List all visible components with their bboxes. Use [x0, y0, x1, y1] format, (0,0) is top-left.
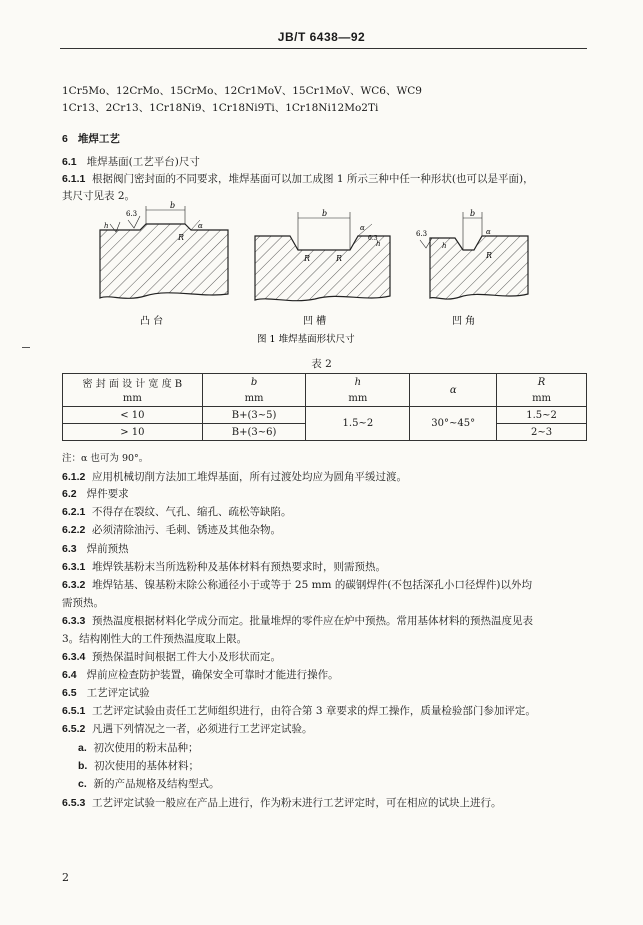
section-6-1-heading	[62, 155, 200, 169]
table-cell: > 10	[63, 424, 203, 441]
section-number: 6.3.4	[62, 651, 86, 663]
section-number: 6.5.2	[62, 723, 86, 735]
para-text: 工艺评定试验由责任工艺师组织进行，由符合第 3 章要求的焊工操作，质量检验部门参加评定。	[92, 705, 536, 717]
table-units-row	[63, 390, 587, 407]
groove-profile	[255, 209, 390, 301]
section-number: 6.3	[62, 543, 77, 555]
list-marker: b.	[78, 760, 88, 772]
para-6-2-2	[62, 523, 281, 537]
section-number: 6.5.1	[62, 705, 86, 717]
section-number: 6.2.2	[62, 524, 86, 536]
table-cell: B+(3~6)	[202, 424, 306, 441]
para-6-5-1	[62, 704, 536, 718]
figure-1-drawing	[60, 198, 590, 348]
list-text: 新的产品规格及结构型式。	[93, 778, 220, 790]
section-number: 6	[62, 133, 68, 145]
para-text: 必须清除油污、毛刺、锈迹及其他杂物。	[92, 524, 282, 536]
table-cell: 1.5~2	[497, 407, 587, 424]
fig-label-alpha: α	[360, 224, 365, 232]
section-number: 6.3.3	[62, 615, 86, 627]
section-title: 堆焊工艺	[77, 133, 120, 145]
para-text: 焊前应检查防护装置，确保安全可靠时才能进行操作。	[86, 669, 339, 681]
para-6-4	[62, 668, 339, 682]
page-number: 2	[62, 871, 69, 884]
para-text: 凡遇下列情况之一者，必须进行工艺评定试验。	[92, 723, 313, 735]
fig-label-r: R	[178, 233, 185, 242]
fig-label-alpha: α	[198, 222, 203, 230]
para-text: 堆焊钴基、镍基粉末除公称通径小于或等于 25 mm 的碳钢焊件(不包括深孔小口径焊件)以外均	[92, 579, 533, 591]
para-6-3-2-line1	[62, 578, 532, 592]
fig-label-h: h	[442, 242, 447, 250]
para-6-1-2	[62, 470, 407, 484]
para-text: 工艺评定试验一般应在产品上进行，作为粉末进行工艺评定时，可在相应的试块上进行。	[92, 797, 502, 809]
fig-label-r: R	[486, 251, 493, 260]
table-cell-merged: 30°~45°	[410, 407, 497, 441]
header-cell: α	[410, 374, 497, 407]
header-cell: b	[202, 374, 306, 391]
fig-label-r: R	[304, 254, 311, 263]
table-note: 注：α 也可为 90°。	[62, 453, 149, 464]
section-number: 6.1.2	[62, 471, 86, 483]
table-2-title: 表 2	[311, 358, 332, 370]
para-text: 预热温度根据材料化学成分而定。批量堆焊的零件应在炉中预热。常用基体材料的预热温度见表	[92, 615, 534, 627]
table-cell: B+(3~5)	[202, 407, 306, 424]
section-number: 6.5	[62, 687, 77, 699]
boss-profile	[100, 201, 228, 298]
caption-boss: 凸 台	[140, 316, 164, 327]
unit-cell: mm	[202, 390, 306, 407]
para-6-3-2-line2: 需预热。	[62, 597, 104, 609]
para-text: 根据阀门密封面的不同要求，堆焊基面可以加工成图 1 所示三种中任一种形状(也可以是平面)，	[92, 173, 534, 185]
fig-label-h: h	[104, 222, 109, 230]
standard-code-header: JB/T 6438—92	[277, 30, 366, 44]
roughness-label: 6.3	[368, 235, 378, 242]
section-number: 6.5.3	[62, 797, 86, 809]
para-6-5-2	[62, 722, 313, 736]
section-number: 6.4	[62, 669, 77, 681]
list-item	[78, 777, 219, 791]
list-marker: a.	[78, 742, 87, 754]
section-number: 6.3.2	[62, 579, 86, 591]
section-number: 6.2	[62, 488, 77, 500]
list-item	[78, 759, 199, 773]
section-title: 工艺评定试验	[86, 687, 150, 699]
section-6-5-heading	[62, 686, 150, 700]
caption-corner: 凹 角	[452, 316, 476, 327]
para-text: 不得存在裂纹、气孔、缩孔、疏松等缺陷。	[92, 506, 292, 518]
table-2	[62, 373, 587, 441]
fig-label-r: R	[336, 254, 343, 263]
unit-cell: mm	[306, 390, 410, 407]
para-6-3-4	[62, 650, 281, 664]
section-title: 焊前预热	[86, 543, 129, 555]
section-number: 6.1	[62, 156, 77, 168]
table-row	[63, 407, 587, 424]
fig-label-alpha: α	[486, 228, 491, 236]
section-title: 堆焊基面(工艺平台)尺寸	[86, 156, 200, 168]
list-text: 初次使用的粉末品种；	[93, 742, 199, 754]
fig-label-b: b	[322, 209, 328, 218]
para-6-1-1-line1	[62, 172, 534, 186]
header-cell: R	[497, 374, 587, 391]
corner-profile	[416, 209, 528, 299]
header-cell: 密 封 面 设 计 宽 度 B	[63, 374, 203, 391]
fig-label-b: b	[170, 201, 176, 210]
unit-cell: mm	[497, 390, 587, 407]
section-6-3-heading	[62, 542, 129, 556]
list-item	[78, 741, 198, 755]
table-header-row	[63, 374, 587, 391]
section-6-heading	[62, 132, 120, 146]
list-text: 初次使用的基体材料；	[94, 760, 200, 772]
section-number: 6.3.1	[62, 561, 86, 573]
para-text: 堆焊铁基粉末当所选粉种及基体材料有预热要求时，则需预热。	[92, 561, 387, 573]
table-cell-merged: 1.5~2	[306, 407, 410, 441]
figure-title: 图 1 堆焊基面形状尺寸	[257, 334, 355, 345]
para-6-3-3-line2: 3。结构刚性大的工件预热温度取上限。	[62, 633, 248, 645]
fig-label-b: b	[470, 209, 476, 218]
para-text: 预热保温时间根据工件大小及形状而定。	[92, 651, 282, 663]
materials-line-1: 1Cr5Mo、12CrMo、15CrMo、12Cr1MoV、15Cr1MoV、WC6、WC9	[62, 85, 422, 97]
header-rule	[60, 48, 587, 49]
para-6-1-1-line2: 其尺寸见表 2。	[62, 190, 136, 202]
roughness-label: 6.3	[126, 210, 138, 218]
para-6-5-3	[62, 796, 502, 810]
header-cell: h	[306, 374, 410, 391]
fig-label-h: h	[376, 240, 381, 248]
para-text: 应用机械切削方法加工堆焊基面，所有过渡处均应为圆角平缓过渡。	[92, 471, 408, 483]
unit-cell: mm	[63, 390, 203, 407]
caption-groove: 凹 槽	[303, 316, 327, 327]
margin-mark	[22, 347, 30, 348]
table-cell: 2~3	[497, 424, 587, 441]
section-title: 焊件要求	[86, 488, 129, 500]
roughness-label: 6.3	[416, 230, 428, 238]
section-6-2-heading	[62, 487, 129, 501]
para-6-3-3-line1	[62, 614, 533, 628]
para-6-2-1	[62, 505, 292, 519]
materials-line-2: 1Cr13、2Cr13、1Cr18Ni9、1Cr18Ni9Ti、1Cr18Ni12Mo2Ti	[62, 102, 379, 114]
list-marker: c.	[78, 778, 87, 790]
table-cell: < 10	[63, 407, 203, 424]
section-number: 6.1.1	[62, 173, 86, 185]
para-6-3-1	[62, 560, 386, 574]
section-number: 6.2.1	[62, 506, 86, 518]
